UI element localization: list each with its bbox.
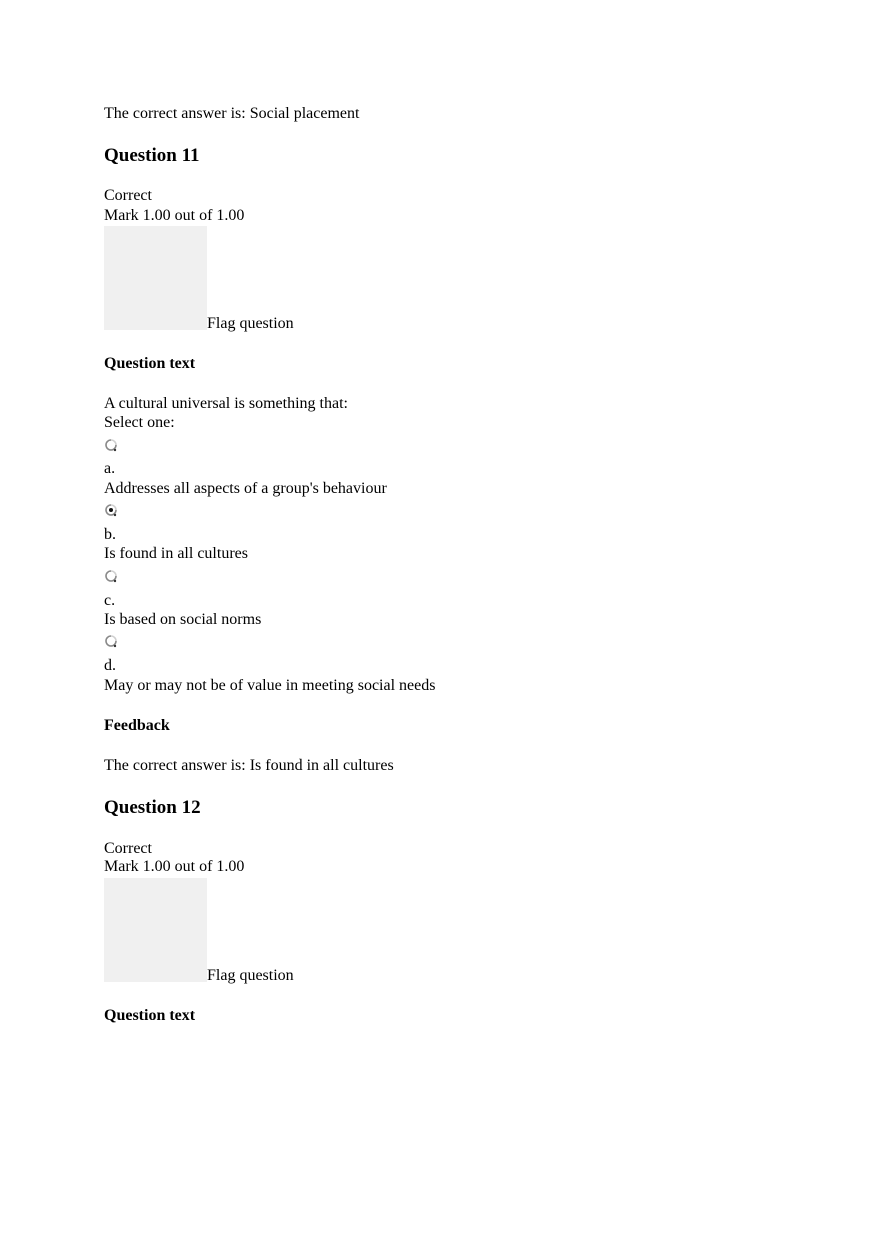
option-d-radio-icon[interactable] [104,634,118,648]
question-12-flag-icon[interactable] [104,878,207,982]
question-11-status: Correct [104,187,152,204]
option-b-letter: b. [104,526,116,543]
question-11-prompt: A cultural universal is something that: [104,395,348,412]
question-11-feedback-heading: Feedback [104,717,170,734]
option-b-radio-selected-icon[interactable] [104,503,118,517]
option-b-text[interactable]: Is found in all cultures [104,545,248,562]
question-11-text-heading: Question text [104,355,196,372]
option-a-radio-icon[interactable] [104,438,118,452]
option-c-letter: c. [104,592,116,609]
question-11-flag-icon[interactable] [104,226,207,330]
question-11-heading: Question 11 [104,145,200,166]
option-d-text[interactable]: May or may not be of value in meeting social needs [104,677,436,694]
question-12-status: Correct [104,840,152,857]
previous-feedback-text: The correct answer is: Social placement [104,105,360,122]
option-c-radio-icon[interactable] [104,569,118,583]
question-12-text-heading: Question text [104,1007,196,1024]
question-12-mark: Mark 1.00 out of 1.00 [104,858,245,875]
option-a-text[interactable]: Addresses all aspects of a group's behaviour [104,480,387,497]
question-12-flag-link[interactable]: Flag question [207,967,294,984]
question-11-mark: Mark 1.00 out of 1.00 [104,207,245,224]
question-11-flag-link[interactable]: Flag question [207,315,294,332]
question-11-select-one: Select one: [104,414,175,431]
option-a-letter: a. [104,460,116,477]
option-d-letter: d. [104,657,116,674]
question-11-feedback-text: The correct answer is: Is found in all cultures [104,757,394,774]
option-c-text[interactable]: Is based on social norms [104,611,262,628]
question-12-heading: Question 12 [104,797,201,818]
